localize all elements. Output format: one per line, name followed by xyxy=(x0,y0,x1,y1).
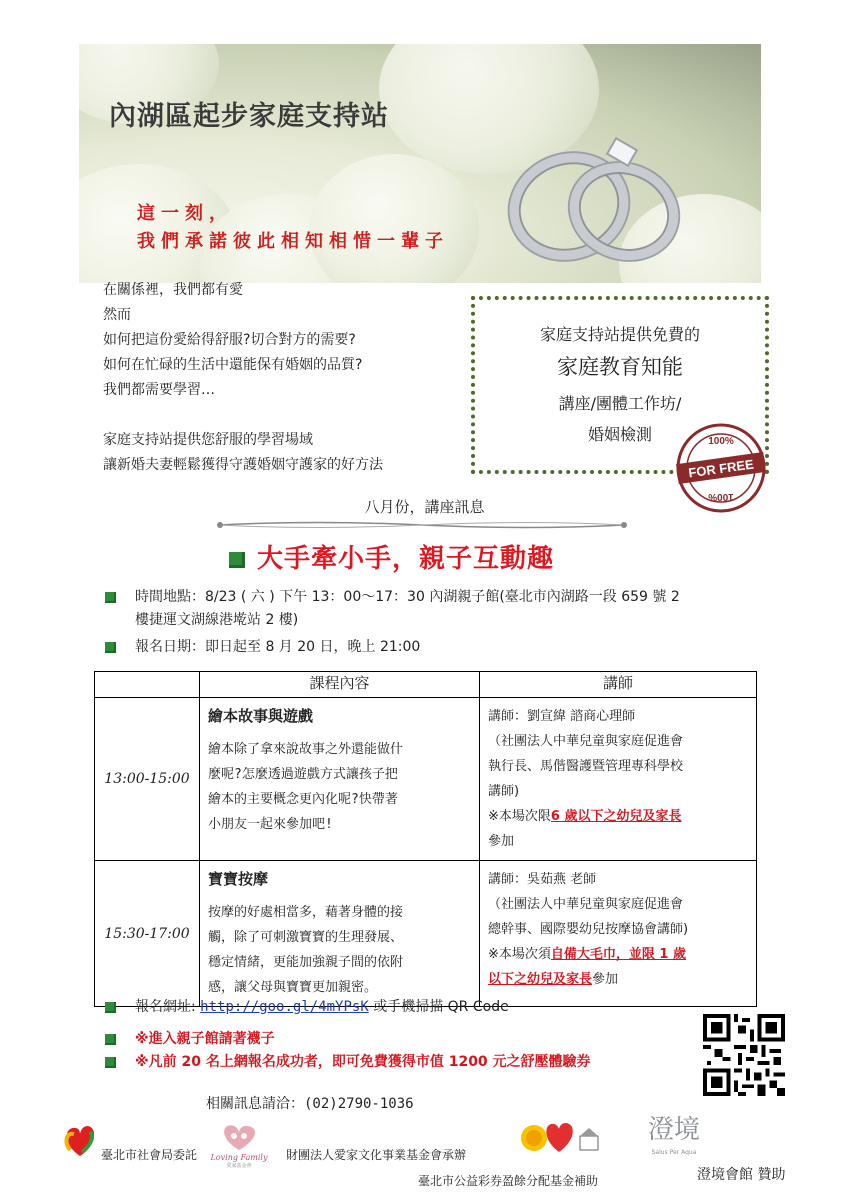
bullet-icon xyxy=(105,592,116,603)
loving-family-logo-icon xyxy=(204,1118,274,1168)
session-desc-line: 麼呢?怎麼透過遊戲方式讓孩子把 xyxy=(208,767,398,782)
qr-hint: 或手機掃描 QR Code xyxy=(368,999,509,1015)
bullet-icon xyxy=(105,642,116,653)
bullet-icon xyxy=(105,1002,116,1013)
station-title: 內湖區起步家庭支持站 xyxy=(109,101,389,132)
register-date-text: 報名日期：即日起至 8 月 20 日，晚上 21:00 xyxy=(135,639,421,655)
time-place-line-1: 時間地點：8/23 ( 六 ) 下午 13：00～17：30 內湖親子館(臺北市內湖路一段 659 號 2 xyxy=(135,589,680,605)
commission-text: 臺北市社會局委託 xyxy=(101,1148,198,1162)
time-header xyxy=(95,672,200,698)
sponsor-text: 澄境會館 贊助 xyxy=(697,1167,786,1183)
register-label: 報名網址: xyxy=(135,999,201,1015)
session-time: 15:30-17:00 xyxy=(95,861,200,1007)
note-highlight: 自備大毛巾，並限 1 歲 xyxy=(550,947,687,962)
teacher-line: 講師：吳茹燕 老師 xyxy=(488,872,597,887)
intro-text xyxy=(103,278,463,478)
socks-note-text: ※進入親子館請著襪子 xyxy=(135,1031,275,1047)
box-line-3: 講座/團體工作坊/ xyxy=(558,394,682,413)
organizer-text: 財團法人愛家文化事業基金會承辦 xyxy=(286,1148,467,1162)
teacher-line: （社團法人中華兒童與家庭促進會 xyxy=(488,897,684,912)
socks-note xyxy=(135,1028,275,1051)
schedule-table xyxy=(94,671,757,1007)
note-suffix: 參加 xyxy=(488,834,515,849)
voucher-note xyxy=(135,1051,591,1074)
teacher-line: 執行長、馬偕醫護暨管理專科學校 xyxy=(488,759,684,774)
month-title: 八月份，講座訊息 xyxy=(364,498,485,516)
salus-logo-icon xyxy=(642,1100,712,1160)
ornament-divider xyxy=(216,518,628,532)
bullet-icon xyxy=(105,1034,116,1045)
session-desc-line: 小朋友一起來參加吧! xyxy=(208,817,333,832)
voucher-note-text: ※凡前 20 名上網報名成功者，即可免費獲得市值 1200 元之舒壓體驗券 xyxy=(135,1054,591,1070)
box-line-1: 家庭支持站提供免費的 xyxy=(539,325,700,344)
stamp-top-text: 100% xyxy=(708,436,734,447)
session-desc-line: 感，讓父母與寶寶更加親密。 xyxy=(208,980,378,995)
session-note xyxy=(488,942,748,967)
session-title: 寶寶按摩 xyxy=(208,870,269,888)
intro-line: 如何把這份愛給得舒服?切合對方的需要? xyxy=(103,332,356,348)
content-header: 課程內容 xyxy=(200,672,480,698)
session-desc-line: 繪本除了拿來說故事之外還能做什 xyxy=(208,742,404,757)
salus-logo-en-text: Salus Per Aqua xyxy=(651,1149,697,1156)
session-title: 繪本故事與遊戲 xyxy=(208,707,314,725)
register-link[interactable]: http://goo.gl/4mYPsK xyxy=(200,999,369,1015)
stamp-bottom-text: 100% xyxy=(708,491,734,502)
table-header-row xyxy=(95,672,757,698)
time-place-bullet xyxy=(135,586,680,632)
session-time: 13:00-15:00 xyxy=(95,698,200,861)
tagline-line-2: 我們承諾彼此相知相惜一輩子 xyxy=(137,231,449,252)
contact-info: 相關訊息請洽：(02)2790-1036 xyxy=(206,1096,414,1112)
box-line-2: 家庭教育知能 xyxy=(557,355,683,379)
loving-family-text: Loving Family xyxy=(210,1153,268,1162)
qr-code-icon[interactable] xyxy=(703,1014,785,1096)
intro-line: 在關係裡，我們都有愛 xyxy=(103,282,243,298)
table-row xyxy=(95,698,757,861)
taipei-social-welfare-logo-icon xyxy=(60,1120,100,1160)
session-desc-line: 繪本的主要概念更內化呢?快帶著 xyxy=(208,792,398,807)
event-headline xyxy=(229,538,554,575)
stamp-middle-text: FOR FREE xyxy=(687,456,755,481)
intro-line: 如何在忙碌的生活中還能保有婚姻的品質? xyxy=(103,357,363,373)
session-desc-line: 穩定情緒，更能加強親子間的依附 xyxy=(208,955,404,970)
teacher-line: （社團法人中華兒童與家庭促進會 xyxy=(488,734,684,749)
note-highlight-2: 以下之幼兒及家長 xyxy=(488,972,593,987)
time-place-line-2: 樓捷運文湖線港墘站 2 樓) xyxy=(135,612,299,628)
tagline-line-1: 這一刻， xyxy=(137,203,233,224)
session-desc-line: 按摩的好處相當多，藉著身體的接 xyxy=(208,905,404,920)
loving-family-cn-text: 愛家基金會 xyxy=(226,1163,252,1168)
note-suffix: 參加 xyxy=(592,972,619,987)
salus-logo-text: 澄境 xyxy=(647,1115,701,1145)
intro-line: 然而 xyxy=(103,307,131,323)
session-teacher xyxy=(480,698,757,861)
note-prefix: ※本場次須 xyxy=(488,947,551,962)
lottery-fund-logo-icon xyxy=(514,1112,604,1158)
note-prefix: ※本場次限 xyxy=(488,809,551,824)
register-date-bullet xyxy=(135,636,420,659)
teacher-line: 講師) xyxy=(488,784,520,799)
lottery-fund-text: 臺北市公益彩券盈餘分配基金補助 xyxy=(418,1174,599,1188)
intro-line: 家庭支持站提供您舒服的學習場域 xyxy=(103,432,313,448)
intro-line: 讓新婚夫妻輕鬆獲得守護婚姻守護家的好方法 xyxy=(103,457,383,473)
green-square-icon xyxy=(229,552,245,568)
box-line-4: 婚姻檢測 xyxy=(587,425,652,444)
hero-banner xyxy=(79,44,761,283)
table-row xyxy=(95,861,757,1007)
intro-line xyxy=(103,403,463,428)
session-content xyxy=(200,861,480,1007)
session-content xyxy=(200,698,480,861)
teacher-header: 講師 xyxy=(480,672,757,698)
session-note xyxy=(488,804,748,829)
headline-text: 大手牽小手，親子互動趣 xyxy=(257,544,555,574)
session-teacher xyxy=(480,861,757,1007)
intro-line: 我們都需要學習… xyxy=(103,382,215,398)
session-desc-line: 觸，除了可刺激寶寶的生理發展、 xyxy=(208,930,404,945)
register-url-bullet xyxy=(135,996,509,1019)
teacher-line: 總幹事、國際嬰幼兒按摩協會講師) xyxy=(488,922,689,937)
note-highlight: 6 歲以下之幼兒及家長 xyxy=(550,809,682,824)
teacher-line: 講師：劉宣緯 諮商心理師 xyxy=(488,709,636,724)
bullet-icon xyxy=(105,1057,116,1068)
session-note-2 xyxy=(488,967,748,992)
